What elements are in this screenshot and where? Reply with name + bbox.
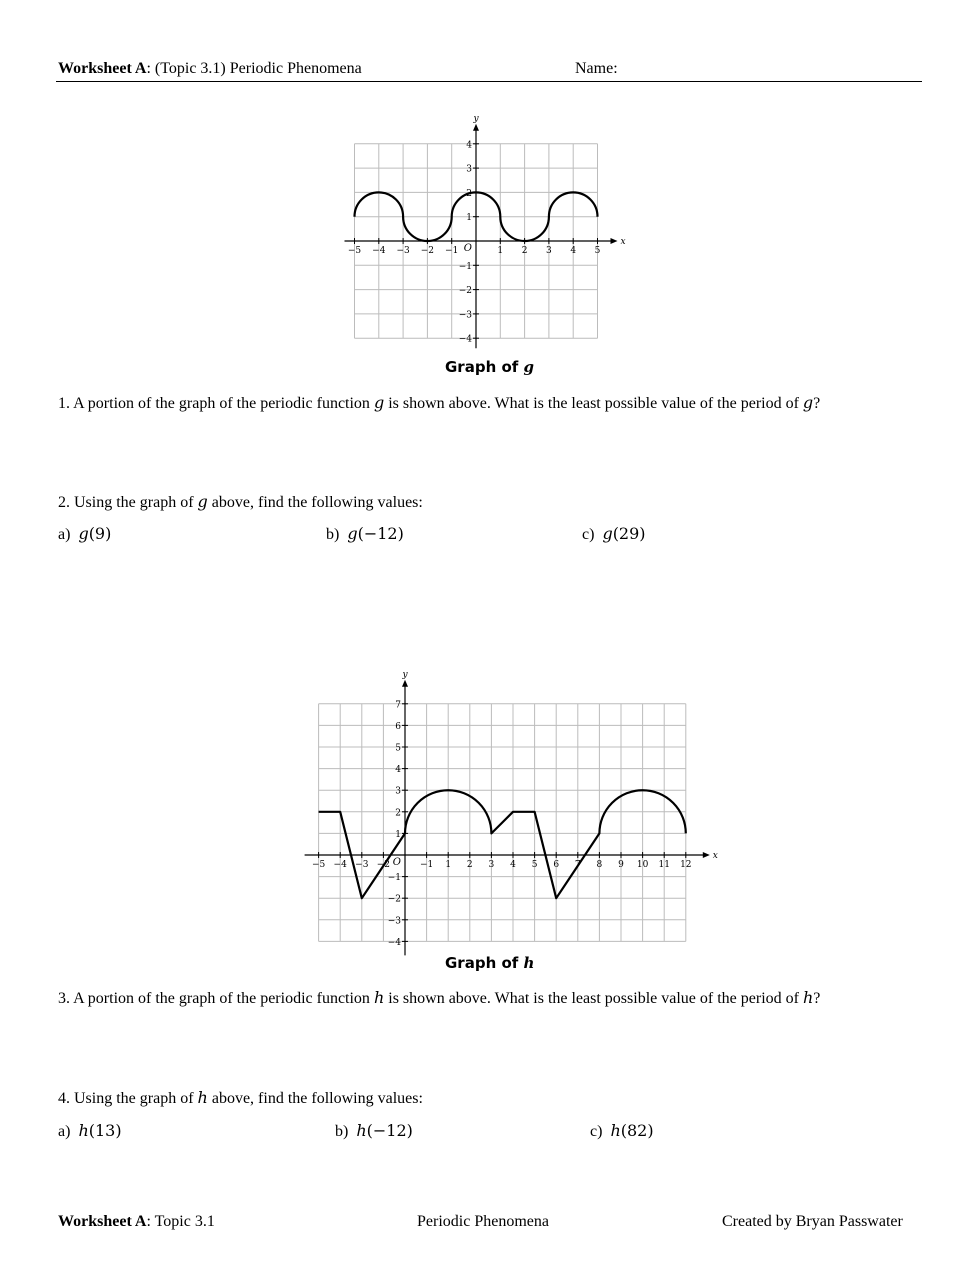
q2-part-a [58,524,111,544]
graph-g [340,115,640,355]
x-axis-arrow-icon [703,852,710,858]
x-tick-label: −4 [372,246,386,256]
y-tick-label: −2 [458,286,472,297]
q3-pre: 3. A portion of the graph of the periodic function [58,990,374,1007]
y-tick-label: −1 [458,261,472,272]
q2-part-b [326,524,404,544]
x-tick-label: −4 [333,860,347,870]
x-axis-label: x [620,237,626,247]
x-tick-label: −3 [355,860,369,870]
q4-post: above, find the following values: [207,1090,423,1107]
x-axis-arrow-icon [611,238,618,244]
x-tick-label: 1 [445,860,452,870]
q2-var: g [197,492,208,511]
x-tick-label: 5 [531,860,538,870]
footer-left-rest: : Topic 3.1 [146,1213,215,1230]
name-label: Name: [575,60,618,77]
header-title-bold: Worksheet A [58,60,147,77]
q4-c-fn: h [610,1121,621,1140]
graph-h-caption-text: Graph of [445,954,524,972]
q4-part-a [58,1121,122,1141]
q2-a-fn: g [78,524,89,543]
x-tick-label: 7 [574,860,581,870]
q4-part-c [590,1121,654,1141]
x-tick-label: 3 [488,860,495,870]
y-tick-label: −2 [387,894,401,905]
origin-label: O [463,243,472,254]
x-axis-label: x [712,851,718,861]
y-tick-label: 3 [466,164,472,175]
q2-a-arg: (9) [88,524,112,543]
x-tick-label: −2 [376,860,391,870]
x-tick-label: 2 [466,860,473,870]
x-tick-label: 1 [497,246,504,256]
footer-left-bold: Worksheet A [58,1213,147,1230]
y-axis-arrow-icon [402,680,408,687]
q2-b-label: b) [326,526,340,543]
q2-a-label: a) [58,526,71,543]
y-tick-label: −3 [458,310,472,321]
graph-g-caption-var: g [523,358,535,376]
q4-part-b [335,1121,413,1141]
question-3 [58,988,820,1008]
q2-post: above, find the following values: [207,494,423,511]
y-tick-label: −4 [458,334,472,345]
y-tick-label: 4 [395,765,401,776]
y-axis-label: y [473,113,479,124]
q4-b-label: b) [335,1123,349,1140]
q2-b-fn: g [347,524,358,543]
y-tick-label: 1 [466,213,472,224]
y-tick-label: 6 [395,721,401,732]
q1-post: ? [813,395,821,412]
q1-var2: g [802,393,814,412]
x-tick-label: −5 [311,860,326,870]
header-title-rest: : (Topic 3.1) Periodic Phenomena [146,60,362,77]
q2-pre: 2. Using the graph of [58,494,198,511]
y-tick-label: 2 [395,808,401,819]
x-tick-label: 5 [594,246,601,256]
x-tick-label: −1 [419,860,434,870]
graph-h-caption-var: h [523,954,535,972]
footer-right: Created by Bryan Passwater [722,1213,903,1230]
q3-var2: h [802,988,814,1007]
q2-c-label: c) [582,526,595,543]
q2-c-fn: g [602,524,613,543]
x-tick-label: 6 [553,860,560,870]
x-tick-label: 9 [618,860,624,870]
q4-b-fn: h [356,1121,367,1140]
question-1 [58,393,820,413]
y-tick-label: 1 [395,829,401,840]
question-4 [58,1088,423,1108]
x-tick-label: −5 [347,246,362,256]
q4-pre: 4. Using the graph of [58,1090,198,1107]
x-tick-label: 2 [521,246,528,256]
q3-mid: is shown above. What is the least possible value of the period of [384,990,803,1007]
origin-label: O [392,857,401,868]
y-tick-label: 4 [466,140,472,151]
q4-c-label: c) [590,1123,603,1140]
q4-a-arg: (13) [88,1121,122,1140]
header-rule [56,81,922,82]
q1-pre: 1. A portion of the graph of the periodic function [58,395,374,412]
q2-b-arg: (−12) [357,524,404,543]
header-title [58,60,362,78]
function-curve [319,790,686,898]
q1-mid: is shown above. What is the least possible value of the period of [384,395,803,412]
y-tick-label: −4 [387,937,401,948]
y-axis-label: y [402,669,408,680]
q4-c-arg: (82) [620,1121,654,1140]
graph-h [275,662,718,952]
x-tick-label: −3 [396,246,410,256]
y-axis-arrow-icon [473,124,479,131]
y-tick-label: 5 [395,743,401,754]
x-tick-label: 10 [636,860,649,870]
x-tick-label: 4 [510,860,516,870]
footer-left [58,1213,215,1231]
q3-post: ? [813,990,821,1007]
y-tick-label: 3 [395,786,401,797]
x-tick-label: 4 [570,246,577,256]
graph-g-caption [445,358,534,376]
q2-part-c [582,524,646,544]
y-tick-label: −1 [387,873,401,884]
graph-h-caption [445,954,534,972]
y-tick-label: 7 [395,700,401,711]
q4-a-label: a) [58,1123,71,1140]
q4-b-arg: (−12) [366,1121,413,1140]
q1-var: g [373,393,385,412]
x-tick-label: 11 [658,860,670,870]
q4-var: h [197,1088,208,1107]
x-tick-label: 12 [680,860,692,870]
q3-var: h [373,988,385,1007]
x-tick-label: −1 [445,246,459,256]
graph-g-caption-text: Graph of [445,358,524,376]
x-tick-label: 8 [596,860,603,870]
y-tick-label: 2 [466,188,472,199]
q2-c-arg: (29) [612,524,646,543]
x-tick-label: 3 [546,246,552,256]
q4-a-fn: h [78,1121,89,1140]
x-tick-label: −2 [420,246,435,256]
question-2 [58,492,423,512]
footer-center: Periodic Phenomena [417,1213,549,1230]
y-tick-label: −3 [387,916,401,927]
